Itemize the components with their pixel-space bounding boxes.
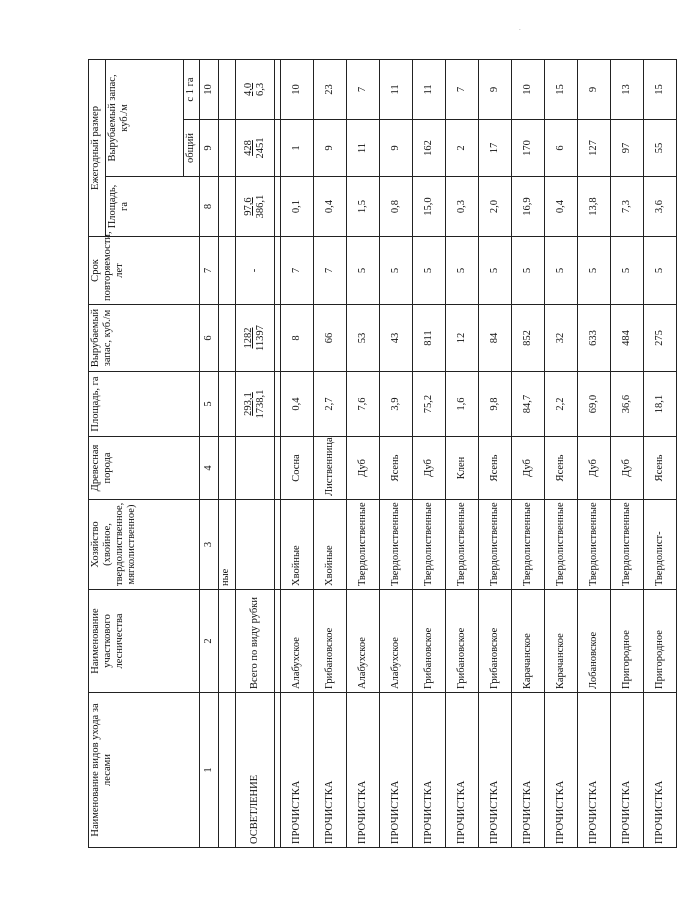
cell-species: Ясень bbox=[380, 437, 413, 500]
cell-annual-area: 0,8 bbox=[380, 177, 413, 237]
cell-farm: Твердолиственные bbox=[380, 500, 413, 590]
cell-annual-total: 17 bbox=[479, 120, 512, 177]
cell-farm: Твердолист- bbox=[644, 500, 677, 590]
cell-per-ha: 10 bbox=[281, 59, 314, 119]
total-volume: 1282 11397 bbox=[236, 305, 275, 372]
cell-farm: Твердолиственные bbox=[611, 500, 644, 590]
cell-farm: Твердолиственные bbox=[446, 500, 479, 590]
cell-per-ha: 15 bbox=[644, 59, 677, 119]
cell-annual-area: 0,4 bbox=[314, 177, 347, 237]
cell-annual-total: 97 bbox=[611, 120, 644, 177]
cell-volume: 12 bbox=[446, 305, 479, 372]
cell-forestry: Грибановское bbox=[446, 590, 479, 693]
cell-annual-total: 1 bbox=[281, 120, 314, 177]
column-numbers-row bbox=[200, 59, 219, 847]
cell-volume: 633 bbox=[578, 305, 611, 372]
cell-annual-total: 9 bbox=[380, 120, 413, 177]
col-number: 3 bbox=[200, 500, 219, 590]
cell-period: 5 bbox=[512, 237, 545, 305]
cell-annual-area: 15,0 bbox=[413, 177, 446, 237]
cell-area: 7,6 bbox=[347, 372, 380, 437]
header-species: Древесная порода bbox=[89, 437, 200, 500]
cell-species: Дуб bbox=[512, 437, 545, 500]
cell-annual-total: 55 bbox=[644, 120, 677, 177]
cell-farm: Твердолиственные bbox=[413, 500, 446, 590]
cell-forestry: Грибановское bbox=[413, 590, 446, 693]
cell-period: 5 bbox=[611, 237, 644, 305]
cell-volume: 8 bbox=[281, 305, 314, 372]
cell-per-ha: 15 bbox=[545, 59, 578, 119]
cell-volume: 43 bbox=[380, 305, 413, 372]
cell-care-type: ПРОЧИСТКА bbox=[413, 693, 446, 848]
cell-farm: Твердолиственные bbox=[512, 500, 545, 590]
table-row bbox=[347, 59, 380, 847]
cell-species: Дуб bbox=[413, 437, 446, 500]
cell-annual-area: 2,0 bbox=[479, 177, 512, 237]
cell-species: Дуб bbox=[347, 437, 380, 500]
cell-period: 5 bbox=[545, 237, 578, 305]
cell-period: 5 bbox=[413, 237, 446, 305]
col-number: 9 bbox=[200, 120, 219, 177]
table-row bbox=[611, 59, 644, 847]
cell-per-ha: 13 bbox=[611, 59, 644, 119]
cell-area: 2,2 bbox=[545, 372, 578, 437]
cell-annual-total: 11 bbox=[347, 120, 380, 177]
cell-care-type: ПРОЧИСТКА bbox=[545, 693, 578, 848]
total-care-type: ОСВЕТЛЕНИЕ bbox=[236, 693, 275, 848]
cell-period: 7 bbox=[281, 237, 314, 305]
cell-area: 1,6 bbox=[446, 372, 479, 437]
col-number: 4 bbox=[200, 437, 219, 500]
total-annual-total: 428 2451 bbox=[236, 120, 275, 177]
cell-per-ha: 9 bbox=[578, 59, 611, 119]
cell-species: Ясень bbox=[644, 437, 677, 500]
cell-annual-area: 3,6 bbox=[644, 177, 677, 237]
cell-care-type: ПРОЧИСТКА bbox=[479, 693, 512, 848]
total-forestry: Всего по виду рубки bbox=[236, 590, 275, 693]
table-row bbox=[512, 59, 545, 847]
cell-period: 7 bbox=[314, 237, 347, 305]
table-row bbox=[380, 59, 413, 847]
rotated-table-wrapper bbox=[88, 60, 665, 848]
cell-area: 69,0 bbox=[578, 372, 611, 437]
header-annual-area: Площадь, га bbox=[106, 177, 200, 237]
table-row bbox=[446, 59, 479, 847]
total-area: 293,1 1738,1 bbox=[236, 372, 275, 437]
cell-per-ha: 11 bbox=[380, 59, 413, 119]
cell-annual-area: 0,1 bbox=[281, 177, 314, 237]
col-number: 7 bbox=[200, 237, 219, 305]
cell-volume: 852 bbox=[512, 305, 545, 372]
total-row bbox=[236, 59, 275, 847]
cell-area: 0,4 bbox=[281, 372, 314, 437]
cell-forestry: Карачанское bbox=[545, 590, 578, 693]
col-number: 1 bbox=[200, 693, 219, 848]
cell-area: 75,2 bbox=[413, 372, 446, 437]
cell-forestry: Грибановское bbox=[314, 590, 347, 693]
header-period: Срок повторяемости, лет bbox=[89, 237, 200, 305]
cell-species: Ясень bbox=[479, 437, 512, 500]
cell-annual-area: 13,8 bbox=[578, 177, 611, 237]
col-number: 10 bbox=[200, 59, 219, 119]
table-row bbox=[644, 59, 677, 847]
cell-forestry: Алабухское bbox=[347, 590, 380, 693]
cell-forestry: Грибановское bbox=[479, 590, 512, 693]
table-row bbox=[578, 59, 611, 847]
table-row bbox=[479, 59, 512, 847]
cell-care-type: ПРОЧИСТКА bbox=[347, 693, 380, 848]
table-row bbox=[413, 59, 446, 847]
cell-per-ha: 11 bbox=[413, 59, 446, 119]
cell-forestry: Алабухское bbox=[281, 590, 314, 693]
total-period: - bbox=[236, 237, 275, 305]
table-row bbox=[314, 59, 347, 847]
header-farm: Хозяйство (хвойное, твердолиственное, мягколиственное) bbox=[89, 500, 200, 590]
cell-care-type: ПРОЧИСТКА bbox=[281, 693, 314, 848]
cell-volume: 53 bbox=[347, 305, 380, 372]
cell-care-type: ПРОЧИСТКА bbox=[314, 693, 347, 848]
cell-annual-total: 6 bbox=[545, 120, 578, 177]
cell-period: 5 bbox=[644, 237, 677, 305]
cell-period: 5 bbox=[380, 237, 413, 305]
cell-per-ha: 7 bbox=[347, 59, 380, 119]
cell-period: 5 bbox=[446, 237, 479, 305]
cell-area: 2,7 bbox=[314, 372, 347, 437]
cell-volume: 275 bbox=[644, 305, 677, 372]
header-volume: Вырубаемый запас, куб./м bbox=[89, 305, 200, 372]
cell-per-ha: 7 bbox=[446, 59, 479, 119]
table-row bbox=[281, 59, 314, 847]
col-number: 6 bbox=[200, 305, 219, 372]
cell-annual-area: 1,5 bbox=[347, 177, 380, 237]
header-annual-total: общий bbox=[184, 120, 200, 177]
cell-volume: 84 bbox=[479, 305, 512, 372]
cell-species: Лиственница bbox=[314, 437, 347, 500]
col-number: 2 bbox=[200, 590, 219, 693]
col-number: 8 bbox=[200, 177, 219, 237]
cell-care-type: ПРОЧИСТКА bbox=[512, 693, 545, 848]
cell-species: Дуб bbox=[611, 437, 644, 500]
cell-care-type: ПРОЧИСТКА bbox=[380, 693, 413, 848]
cell-farm: Твердолиственные bbox=[545, 500, 578, 590]
cell-care-type: ПРОЧИСТКА bbox=[446, 693, 479, 848]
header-annual-per-ha: с 1 га bbox=[184, 59, 200, 119]
cell-annual-area: 16,9 bbox=[512, 177, 545, 237]
cell-area: 36,6 bbox=[611, 372, 644, 437]
table-row bbox=[545, 59, 578, 847]
cell-area: 3,9 bbox=[380, 372, 413, 437]
cell-period: 5 bbox=[578, 237, 611, 305]
continuation-row bbox=[219, 59, 236, 847]
cell-farm: Твердолиственные bbox=[347, 500, 380, 590]
cell-care-type: ПРОЧИСТКА bbox=[644, 693, 677, 848]
cell-period: 5 bbox=[347, 237, 380, 305]
total-annual-area: 97,6 386,1 bbox=[236, 177, 275, 237]
header-annual: Ежегодный размер bbox=[89, 59, 106, 236]
cell-forestry: Пригородное bbox=[644, 590, 677, 693]
cell-volume: 66 bbox=[314, 305, 347, 372]
header-harvest: Вырубаемый запас, куб./м bbox=[106, 59, 184, 176]
continuation-text: ные bbox=[219, 500, 236, 590]
cell-area: 9,8 bbox=[479, 372, 512, 437]
cell-species: Сосна bbox=[281, 437, 314, 500]
cell-farm: Твердолиственные bbox=[479, 500, 512, 590]
header-area: Площадь, га bbox=[89, 372, 200, 437]
cell-annual-total: 170 bbox=[512, 120, 545, 177]
cell-care-type: ПРОЧИСТКА bbox=[578, 693, 611, 848]
cell-farm: Хвойные bbox=[314, 500, 347, 590]
cell-care-type: ПРОЧИСТКА bbox=[611, 693, 644, 848]
header-care-type: Наименование видов ухода за лесами bbox=[89, 693, 200, 848]
cell-annual-area: 0,4 bbox=[545, 177, 578, 237]
cell-species: Ясень bbox=[545, 437, 578, 500]
cell-per-ha: 23 bbox=[314, 59, 347, 119]
header-row bbox=[89, 59, 106, 847]
cell-farm: Хвойные bbox=[281, 500, 314, 590]
corner-mark: . bbox=[519, 24, 521, 32]
cell-annual-total: 9 bbox=[314, 120, 347, 177]
cell-annual-area: 0,3 bbox=[446, 177, 479, 237]
cell-species: Клен bbox=[446, 437, 479, 500]
cell-period: 5 bbox=[479, 237, 512, 305]
col-number: 5 bbox=[200, 372, 219, 437]
cell-species: Дуб bbox=[578, 437, 611, 500]
cell-forestry: Карачанское bbox=[512, 590, 545, 693]
cell-area: 84,7 bbox=[512, 372, 545, 437]
cell-forestry: Пригородное bbox=[611, 590, 644, 693]
cell-area: 18,1 bbox=[644, 372, 677, 437]
cell-forestry: Алабухское bbox=[380, 590, 413, 693]
cell-per-ha: 9 bbox=[479, 59, 512, 119]
forest-care-table bbox=[88, 59, 677, 848]
total-annual-per-ha: 4,0 6,3 bbox=[236, 59, 275, 119]
cell-annual-total: 2 bbox=[446, 120, 479, 177]
cell-annual-total: 127 bbox=[578, 120, 611, 177]
cell-farm: Твердолиственные bbox=[578, 500, 611, 590]
cell-volume: 484 bbox=[611, 305, 644, 372]
cell-forestry: Лобановское bbox=[578, 590, 611, 693]
cell-volume: 811 bbox=[413, 305, 446, 372]
cell-volume: 32 bbox=[545, 305, 578, 372]
cell-annual-area: 7,3 bbox=[611, 177, 644, 237]
cell-annual-total: 162 bbox=[413, 120, 446, 177]
header-forestry: Наименование участкового лесничества bbox=[89, 590, 200, 693]
cell-per-ha: 10 bbox=[512, 59, 545, 119]
data-rows bbox=[281, 59, 677, 847]
